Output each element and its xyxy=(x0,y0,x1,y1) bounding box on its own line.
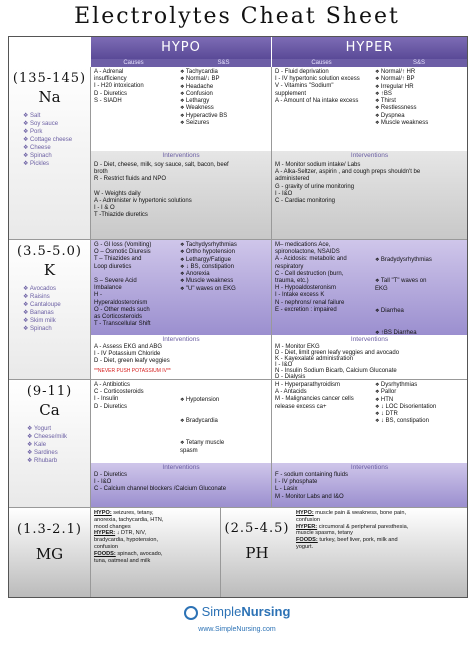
ss-item: ❖ Lethargy xyxy=(180,98,269,105)
k-foods xyxy=(23,285,90,333)
ss-item: ❖ Tachycardia xyxy=(180,69,269,76)
ss-item: ❖ Seizures xyxy=(180,120,269,127)
intervention-text: D - Diet, cheese, milk, soy sauce, salt, bacon, beef broth R - Restrict fluids and NPO W - Weights daily A - Administer iv hypertonic solutions I - I & O T -Thiazide diuretics xyxy=(94,162,229,219)
mg-symbol: MG xyxy=(35,545,64,563)
na-symbol: Na xyxy=(38,88,61,106)
interventions-heading: Interventions xyxy=(350,336,389,343)
food-item: ❖ Cottage cheese xyxy=(23,136,90,144)
ss-item: ❖ ↓ LOC Disorientation xyxy=(375,404,465,411)
intervention-text: M - Monitor sodium intake/ Labs A - Alka-Seltzer, aspirin , and cough preps shouldn't be administered G - gravity of urine monitoring I - I&O C - Cardiac monitoring xyxy=(275,162,421,205)
ss-item: ❖ Bradycardia xyxy=(180,418,269,425)
food-item: ❖ Rhubarb xyxy=(27,457,90,465)
na-hypo-causes: A - Adrenal insufficiency I - H20 intoxication D - Diuretics S - SIADH xyxy=(91,67,176,151)
ss-item: ❖ Normal/↑ BP xyxy=(375,76,465,83)
interventions-heading: Interventions xyxy=(162,152,200,159)
website-link[interactable]: www.SimpleNursing.com xyxy=(198,625,276,633)
food-item: ❖ Cheese/milk xyxy=(27,433,90,441)
interventions-heading: Interventions xyxy=(350,152,389,159)
k-hypo-causes: G - GI loss (Vomiting) O – Osmotic Diuresis T – Thiazides and Loop diuretics S – Severe Acid Imbalance H - Hyperaldosteronism O - Other meds such as Corticosteroids T - Transcellular Shift xyxy=(91,239,176,335)
k-hyper-ss xyxy=(371,239,467,335)
k-range: (3.5-5.0) xyxy=(17,244,82,259)
na-hypo-ss xyxy=(176,67,271,151)
food-item: ❖ Skim milk xyxy=(23,317,90,325)
mg-hypo-label: HYPO: xyxy=(94,510,112,516)
food-item: ❖ Yogurt xyxy=(27,425,90,433)
mg-side-panel xyxy=(9,507,91,597)
na-range: (135-145) xyxy=(12,71,87,86)
food-item: ❖ Spinach xyxy=(23,325,90,333)
brand-logo[interactable] xyxy=(0,604,474,620)
ss-item: ❖ Hypotension xyxy=(180,397,269,404)
ca-range: (9-11) xyxy=(26,384,73,399)
ca-hypo-ss xyxy=(176,379,271,463)
ss-item: ❖ ↓ BS, constipation xyxy=(375,418,465,425)
ss-item: ❖ Normal/↑ HR xyxy=(375,69,465,76)
k-hypo-ss xyxy=(176,239,271,335)
ph-symbol: PH xyxy=(245,544,269,562)
food-item: ❖ Avocados xyxy=(23,285,90,293)
ss-item: ❖ Muscle weakness xyxy=(375,120,465,127)
ss-item: ❖ Diarrhea xyxy=(375,308,465,315)
ph-hypo-label: HYPO: xyxy=(296,510,314,516)
page-title: Electrolytes Cheat Sheet xyxy=(74,4,400,29)
ss-item: ❖ ↑BS xyxy=(375,91,465,98)
ph-hypo-text: muscle pain & weakness, bone pain, confusion xyxy=(296,510,407,523)
mg-foods-text: spinach, avocado, tuna, oatmeal and milk xyxy=(94,550,163,564)
k-hypo-interventions xyxy=(91,335,271,379)
ss-item: ❖ Weakness xyxy=(180,105,269,112)
food-item: ❖ Spinach xyxy=(23,152,90,160)
ss-item: ❖ Dyspnea xyxy=(375,113,465,120)
na-hyper-ss xyxy=(371,67,467,151)
intervention-text: M - Monitor EKG D - Diet, limit green leafy veggies and avocado K - Kayexalate administration I - I&O N - Insulin Sodium Bicarb, Calcium Gluconate D - Dialysis xyxy=(275,344,400,379)
hyper-ss-header: S&S xyxy=(371,59,467,67)
ss-item: ❖ Bradydysrhythmias xyxy=(375,257,465,264)
ss-item: ❖ Headache xyxy=(180,84,269,91)
hyper-header: HYPER xyxy=(271,37,467,59)
food-item: ❖ Bananas xyxy=(23,309,90,317)
k-hyper-interventions xyxy=(271,335,467,379)
ca-side-panel xyxy=(9,379,91,507)
ss-item: ❖ HTN xyxy=(375,397,465,404)
ph-foods-text: turkey, beef liver, pork, milk and yogurt. xyxy=(296,537,398,550)
ss-item: ❖ ↑BS Diarrhea xyxy=(375,330,465,335)
hypo-causes-header: Causes xyxy=(91,59,176,67)
ph-details xyxy=(293,507,467,597)
k-symbol: K xyxy=(43,261,56,279)
ss-item: ❖ Hyperactive BS xyxy=(180,113,269,120)
intervention-text: F - sodium containing fluids I - IV phosphate L - Lasix M - Monitor Labs and I&O xyxy=(275,472,349,500)
interventions-heading: Interventions xyxy=(162,464,200,471)
brand-name-b: Nursing xyxy=(241,604,291,619)
food-item: ❖ Cantaloupe xyxy=(23,301,90,309)
intervention-text: D - Diuretics I - I&O C - Calcium channel blockers /Calcium Gluconate xyxy=(94,472,227,493)
ss-item: ❖ Anorexia xyxy=(180,271,269,278)
interventions-heading: Interventions xyxy=(162,336,200,343)
food-item: ❖ Sardines xyxy=(27,449,90,457)
ss-item: ❖ Muscle weakness xyxy=(180,278,269,285)
ss-item: ❖ ↓ DTR xyxy=(375,411,465,418)
ca-hyper-causes: H - Hyperparathyroidism A - Antacids M - Malignancies cancer cells release excess ca+ xyxy=(271,379,371,463)
na-side-panel xyxy=(9,67,91,239)
hypo-header: HYPO xyxy=(91,37,271,59)
ca-hyper-ss xyxy=(371,379,467,463)
corner-blank xyxy=(9,37,91,67)
interventions-heading: Interventions xyxy=(350,464,389,471)
ph-hyper-label: HYPER: xyxy=(296,523,318,530)
mg-details xyxy=(91,507,221,597)
ss-item: ❖ Pallor xyxy=(375,389,465,396)
ss-item: ❖ Tetany muscle spasm xyxy=(180,440,269,455)
ph-foods-label: FOODS: xyxy=(296,537,318,544)
hypo-ss-header: S&S xyxy=(176,59,271,67)
stethoscope-icon xyxy=(184,606,198,620)
food-item: ❖ Soy sauce xyxy=(23,120,90,128)
ca-hyper-interventions xyxy=(271,463,467,507)
ss-item: ❖ ↓ BS, constipation xyxy=(180,264,269,271)
ph-side-panel xyxy=(221,507,293,597)
mg-range: (1.3-2.1) xyxy=(17,522,82,537)
intervention-text: A - Assess EKG and ABG I - IV Potassium Chloride D - Diet, green leafy veggies xyxy=(94,344,170,365)
ss-item: ❖ Lethargy/Fatigue xyxy=(180,257,269,264)
ca-hypo-interventions xyxy=(91,463,271,507)
ss-item: ❖ Normal/↓ BP xyxy=(180,76,269,83)
food-item: ❖ Salt xyxy=(23,112,90,120)
food-item: ❖ Cheese xyxy=(23,144,90,152)
ss-item: ❖ "U" waves on EKG xyxy=(180,286,269,293)
na-hypo-interventions xyxy=(91,151,271,239)
ph-hyper-text: circumoral & peripheral paresthesia, muscle spasms, tetany xyxy=(296,523,409,537)
na-foods xyxy=(23,112,90,168)
food-item: ❖ Pork xyxy=(23,128,90,136)
ss-item: ❖ Tachydysrhythmias xyxy=(180,242,269,249)
mg-hypo-text: seizures, tetany, anorexia, tachycardia, HTN, mood changes xyxy=(94,510,164,530)
food-item: ❖ Kale xyxy=(27,441,90,449)
na-hyper-causes: D - Fluid deprivation I - IV hypertonic solution excess V - Vitamins "Sodium" supplement A - Amount of Na intake excess xyxy=(271,67,371,151)
ss-item: ❖ Restlessness xyxy=(375,105,465,112)
food-item: ❖ Raisins xyxy=(23,293,90,301)
ss-item: ❖ Dysrhythmias xyxy=(375,382,465,389)
ca-foods xyxy=(27,425,90,465)
mg-foods-label: FOODS: xyxy=(94,550,116,557)
food-item: ❖ Pickles xyxy=(23,160,90,168)
k-side-panel xyxy=(9,239,91,379)
ss-item: ❖ Confusion xyxy=(180,91,269,98)
na-hyper-interventions xyxy=(271,151,467,239)
ss-item: ❖ Irregular HR xyxy=(375,84,465,91)
mg-hyper-label: HYPER: xyxy=(94,530,116,537)
brand-name-a: Simple xyxy=(201,604,242,619)
ss-item: ❖ Ortho hypotension xyxy=(180,249,269,256)
ph-range: (2.5-4.5) xyxy=(224,521,290,536)
ca-hypo-causes: A - Antibiotics C - Corticosteroids I - Insulin D - Diuretics xyxy=(91,379,176,463)
footer xyxy=(0,604,474,633)
ss-item: ❖ Thirst xyxy=(375,98,465,105)
ca-symbol: Ca xyxy=(39,401,60,419)
mg-hyper-text: ↓ DTR, N/V, bradycardia, hypotension, confusion xyxy=(94,530,159,550)
potassium-warning: **NEVER PUSH POTASSIUM IV** xyxy=(94,367,171,374)
ss-item: ❖ Tall "T" waves on EKG xyxy=(375,278,465,293)
k-hyper-causes: M– medications Ace, spironolactone, NSAIDS A - Acidosis: metabolic and respiratory C - Cell destruction (burn, trauma, etc.) H - Hypoaldosteronism I - Intake excess K N - nephrons/ renal failure E - excretion : impaired xyxy=(271,239,371,335)
cheat-sheet-table xyxy=(8,36,468,598)
hyper-causes-header: Causes xyxy=(271,59,371,67)
